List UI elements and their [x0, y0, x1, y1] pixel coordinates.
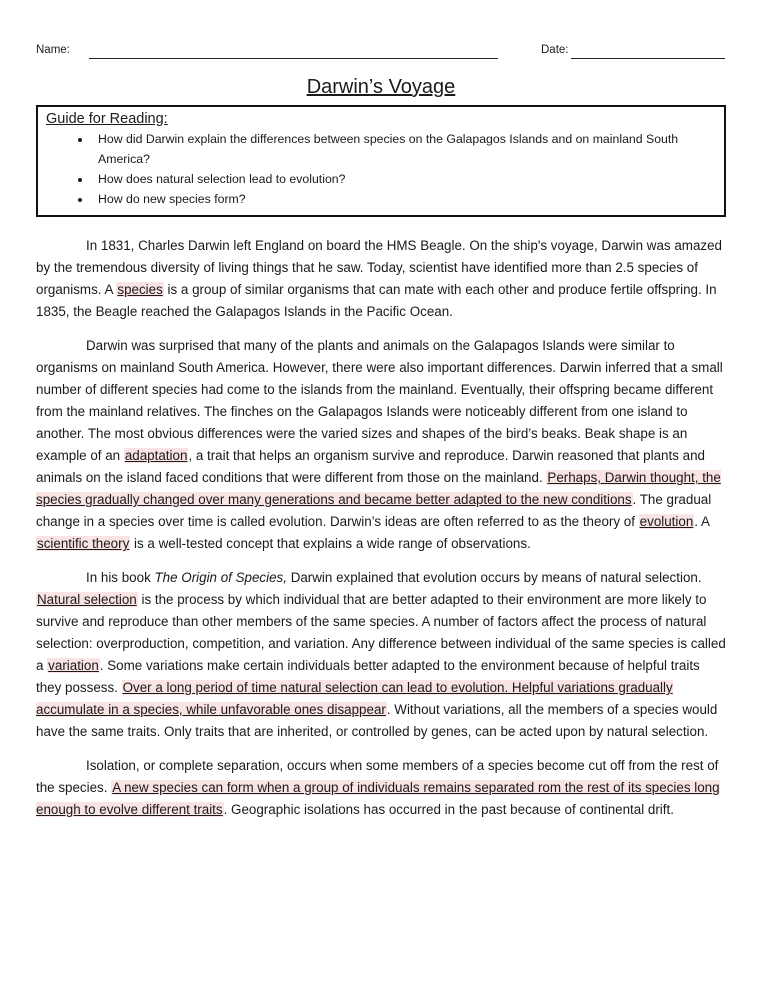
guide-question: • How does natural selection lead to evolution? [92, 169, 716, 189]
worksheet-page [36, 38, 726, 833]
text: Darwin was surprised that many of the plants and animals on the Galapagos Islands were similar to organisms on mainland South America. However, there were also important differences. Darwin inferred that a small number of different species had come to the islands from the mainland. Eventually, their offspring became different from the mainland relatives. The finches on the Galapagos Islands were noticeably different from one island to another. The most obvious differences were the varied sizes and shapes of the bird’s beaks. Beak shape is an example of an [36, 338, 723, 463]
name-label: Name: [36, 44, 70, 56]
text: . A [694, 514, 710, 529]
text: In 1831, Charles Darwin left England on board the HMS Beagle. On the ship's voyage, Darwin was amazed by the tremendous diversity of living things that he saw. Today, scientist have identified more than 2.5 species of organisms. A [36, 238, 722, 297]
term-species: species [117, 282, 163, 297]
text: is a well-tested concept that explains a wide range of observations. [130, 536, 531, 551]
term-adaptation: adaptation [124, 448, 188, 463]
guide-questions [46, 129, 716, 209]
paragraph-2 [36, 335, 726, 555]
text: is a group of similar organisms that can mate with each other and produce fertile offspring. In 1835, the Beagle reached the Galapagos Islands in the Pacific Ocean. [36, 282, 717, 319]
text: Darwin explained that evolution occurs by means of natural selection. [286, 570, 702, 585]
term-variation: variation [48, 658, 99, 673]
paragraph-3 [36, 567, 726, 743]
header-row [36, 38, 726, 60]
book-title: The Origin of Species, [154, 570, 287, 585]
paragraph-4 [36, 755, 726, 821]
name-line[interactable] [89, 58, 498, 59]
text: Isolation, or complete separation, occurs when some members of a species become cut off from the rest of the species. [36, 758, 719, 795]
guide-box [36, 105, 726, 217]
text: is the process by which individual that are better adapted to their environment are more likely to survive and reproduce than other members of the same species. A number of factors affect the process of natural selection: overproduction, competition, and variation. Any difference between individual of the same species is called a [36, 592, 726, 673]
term-natural-selection: Natural selection [37, 592, 137, 607]
guide-title: Guide for Reading: [46, 111, 168, 127]
term-evolution: evolution [639, 514, 694, 529]
date-label: Date: [541, 44, 569, 56]
term-scientific-theory: scientific theory [37, 536, 130, 551]
text: . Some variations make certain individuals better adapted to the environment because of helpful traits they possess. [36, 658, 700, 695]
page-title: Darwin’s Voyage [306, 76, 456, 98]
paragraph-1 [36, 235, 726, 323]
text: . Geographic isolations has occurred in the past because of continental drift. [223, 802, 674, 817]
key-sentence: Perhaps, Darwin thought, the species gradually changed over many generations and became better adapted to the new conditions [36, 470, 721, 507]
guide-question: • How did Darwin explain the differences between species on the Galapagos Islands and on mainland South America? [92, 129, 716, 169]
guide-question: • How do new species form? [92, 189, 716, 209]
text: . The gradual change in a species over time is called evolution. Darwin’s ideas are often referred to as the theory of [36, 492, 712, 529]
key-sentence: A new species can form when a group of individuals remains separated rom the rest of its species long enough to evolve different traits [36, 780, 720, 817]
date-line[interactable] [571, 58, 725, 59]
text: , a trait that helps an organism survive and reproduce. Darwin reasoned that plants and animals on the island faced conditions that were different from those on the mainland. [36, 448, 705, 485]
text: In his book [86, 570, 155, 585]
text: . Without variations, all the members of a species would have the same traits. Only traits that are inherited, or controlled by genes, can be acted upon by natural selection. [36, 702, 718, 739]
key-sentence: Over a long period of time natural selection can lead to evolution. Helpful variations gradually accumulate in a species, while unfavorable ones disappear [36, 680, 673, 717]
